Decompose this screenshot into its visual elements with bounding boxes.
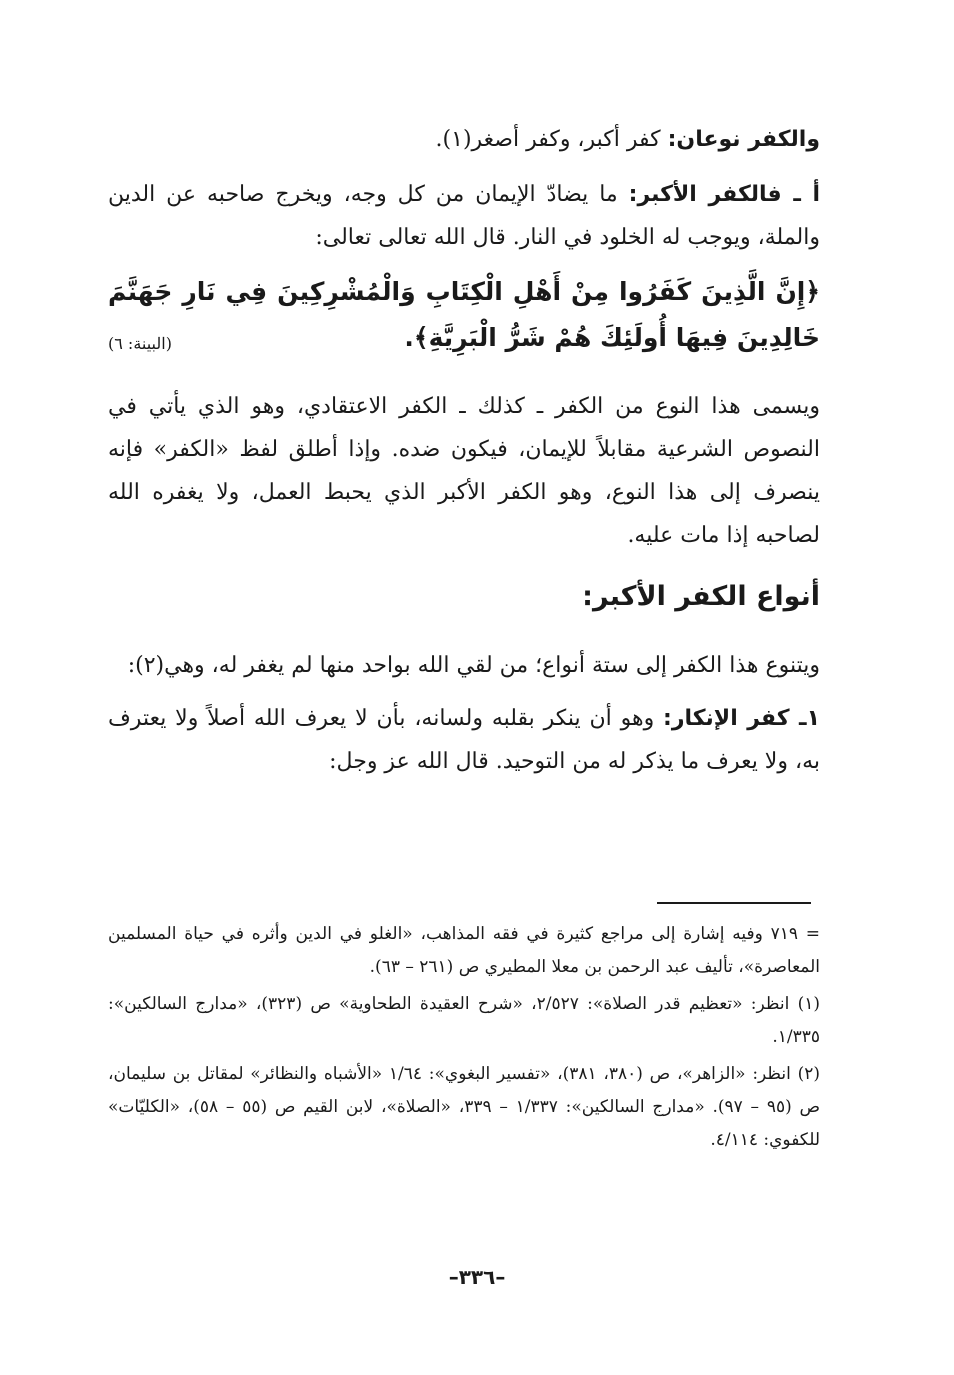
footnote-continued: = ٧١٩ وفيه إشارة إلى مراجع كثيرة في فقه المذاهب، «الغلو في الدين وأثره في حياة المسلمين المعاصرة»، تأليف عبد الرحمن بن معلا المطيري ص (٢٦١ – ٦٣).: [108, 924, 820, 977]
major-kufr-paragraph: [108, 173, 820, 259]
denial-kufr-label: ١ـ كفر الإنكار:: [663, 706, 820, 731]
footnote-divider: [657, 902, 811, 904]
main-text: [108, 118, 820, 783]
major-kufr-text: ما يضادّ الإيمان من كل وجه، ويخرج صاحبه عن الدين والملة، ويوجب له الخلود في النار. قال الله تعالى تعالى:: [108, 182, 820, 250]
verse-text: ﴿إِنَّ الَّذِينَ كَفَرُوا مِنْ أَهْلِ الْكِتَابِ وَالْمُشْرِكِينَ فِي نَارِ جَهَنَّمَ خَالِدِينَ فِيهَا أُولَئِكَ هُمْ شَرُّ الْبَرِيَّةِ﴾.: [108, 277, 820, 352]
quran-verse: [108, 269, 820, 361]
intro-text: كفر أكبر، وكفر أصغر(١).: [435, 127, 668, 152]
naming-text: ويسمى هذا النوع من الكفر ـ كذلك ـ الكفر الاعتقادي، وهو الذي يأتي في النصوص الشرعية مقابلاً للإيمان، فيكون ضده. وإذا أطلق لفظ «الكفر» فإنه ينصرف إلى هذا النوع، وهو الكفر الأكبر الذي يحبط العمل، ولا يغفره الله لصاحبه إذا مات عليه.: [108, 394, 820, 548]
footnote-2: (٢) انظر: «الزاهر»، ص (٣٨٠، ٣٨١)، «تفسير البغوي»: ١/٦٤ «الأشباه والنظائر» لمقاتل بن سليمان، ص (٩٥ – ٩٧). «مدارج السالكين»: ١/٣٣٧ – ٣٣٩، «الصلاة»، لابن القيم ص (٥٥ – ٥٨)، «الكليّات» للكفوي: ٤/١١٤.: [108, 1064, 821, 1150]
denial-kufr-text: وهو أن ينكر بقلبه ولسانه، بأن لا يعرف الله أصلاً ولا يعترف به، ولا يعرف ما يذكر له من التوحيد. قال الله عز وجل:: [108, 706, 820, 774]
types-intro-text: ويتنوع هذا الكفر إلى ستة أنواع؛ من لقي الله بواحد منها لم يغفر له، وهي(٢):: [127, 653, 820, 678]
types-intro-paragraph: [108, 644, 820, 687]
intro-paragraph: [108, 118, 820, 161]
footnotes: [108, 918, 820, 1161]
major-kufr-label: أ ـ فالكفر الأكبر:: [628, 182, 821, 207]
footnote-1: (١) انظر: «تعظيم قدر الصلاة»: ٢/٥٢٧، «شرح العقيدة الطحاوية» ص (٣٢٣)، «مدارج السالكين»: ١/٣٣٥.: [108, 994, 821, 1047]
naming-paragraph: [108, 385, 820, 557]
page-number: –٣٣٦–: [448, 1265, 506, 1289]
intro-title: والكفر نوعان:: [667, 127, 820, 152]
verse-reference: (البينة: ٦): [108, 334, 172, 353]
denial-kufr-paragraph: [108, 697, 820, 783]
section-heading: أنواع الكفر الأكبر:: [582, 581, 820, 612]
